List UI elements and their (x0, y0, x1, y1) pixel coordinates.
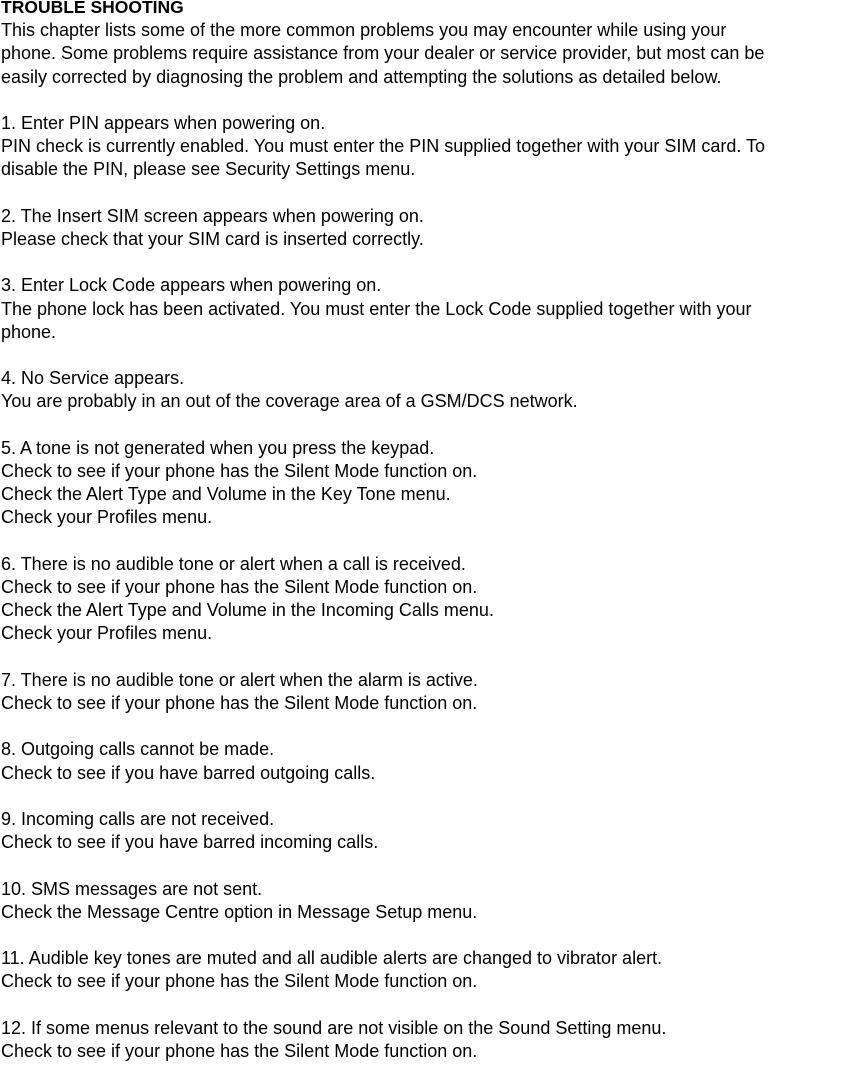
item-solution-line: Check the Message Centre option in Message Setup menu. (1, 901, 478, 922)
intro-line: phone. Some problems require assistance from your dealer or service provider, but most can be (1, 43, 765, 64)
item-solution-line: Check to see if your phone has the Silent Mode function on. (1, 576, 478, 597)
item-heading: 9. Incoming calls are not received. (1, 808, 275, 829)
troubleshooting-item (1, 205, 864, 251)
item-solution-line: Check the Alert Type and Volume in the Incoming Calls menu. (1, 600, 494, 621)
item-heading: 8. Outgoing calls cannot be made. (1, 739, 275, 760)
troubleshooting-list (1, 112, 864, 1063)
item-solution-line: Check to see if your phone has the Silent Mode function on. (1, 971, 478, 992)
item-heading: 3. Enter Lock Code appears when powering on. (1, 275, 382, 296)
item-solution-line: You are probably in an out of the coverage area of a GSM/DCS network. (1, 391, 578, 412)
item-solution-line: disable the PIN, please see Security Settings menu. (1, 159, 416, 180)
page-title: TROUBLE SHOOTING (1, 0, 184, 17)
item-solution-line: Check your Profiles menu. (1, 623, 213, 644)
troubleshooting-item (1, 112, 864, 182)
item-solution-line: PIN check is currently enabled. You must enter the PIN supplied together with your SIM card. To (1, 136, 766, 157)
troubleshooting-item (1, 669, 864, 715)
item-heading: 2. The Insert SIM screen appears when powering on. (1, 205, 424, 226)
item-heading: 4. No Service appears. (1, 368, 185, 389)
troubleshooting-item (1, 274, 864, 344)
item-solution-line: Check to see if your phone has the Silent Mode function on. (1, 460, 478, 481)
item-solution-line: Check to see if you have barred incoming calls. (1, 832, 379, 853)
item-solution-line: The phone lock has been activated. You must enter the Lock Code supplied together with your (1, 298, 752, 319)
troubleshooting-item (1, 738, 864, 784)
troubleshooting-item (1, 1017, 864, 1063)
item-solution-line: Check to see if your phone has the Silent Mode function on. (1, 692, 478, 713)
document (1, 0, 864, 1063)
troubleshooting-item (1, 947, 864, 993)
item-heading: 10. SMS messages are not sent. (1, 878, 263, 899)
item-solution-line: Check the Alert Type and Volume in the Key Tone menu. (1, 484, 451, 505)
item-solution-line: Please check that your SIM card is inserted correctly. (1, 229, 424, 249)
item-heading: 5. A tone is not generated when you press the keypad. (1, 437, 435, 458)
troubleshooting-item (1, 878, 864, 924)
item-solution-line: Check your Profiles menu. (1, 507, 213, 528)
item-heading: 11. Audible key tones are muted and all audible alerts are changed to vibrator alert. (1, 948, 663, 969)
item-heading: 12. If some menus relevant to the sound are not visible on the Sound Setting menu. (1, 1017, 667, 1038)
troubleshooting-item (1, 367, 864, 413)
intro-line: easily corrected by diagnosing the problem and attempting the solutions as detailed below. (1, 66, 722, 87)
troubleshooting-item (1, 437, 864, 530)
item-heading: 6. There is no audible tone or alert when a call is received. (1, 553, 466, 574)
item-solution-line: Check to see if you have barred outgoing calls. (1, 762, 376, 783)
troubleshooting-item (1, 553, 864, 646)
intro-line: This chapter lists some of the more common problems you may encounter while using your (1, 20, 727, 41)
intro-paragraph (1, 19, 864, 89)
item-solution-line: phone. (1, 321, 57, 342)
item-solution-line: Check to see if your phone has the Silent Mode function on. (1, 1040, 478, 1061)
troubleshooting-item (1, 808, 864, 854)
item-heading: 1. Enter PIN appears when powering on. (1, 113, 326, 133)
item-heading: 7. There is no audible tone or alert when the alarm is active. (1, 669, 478, 690)
